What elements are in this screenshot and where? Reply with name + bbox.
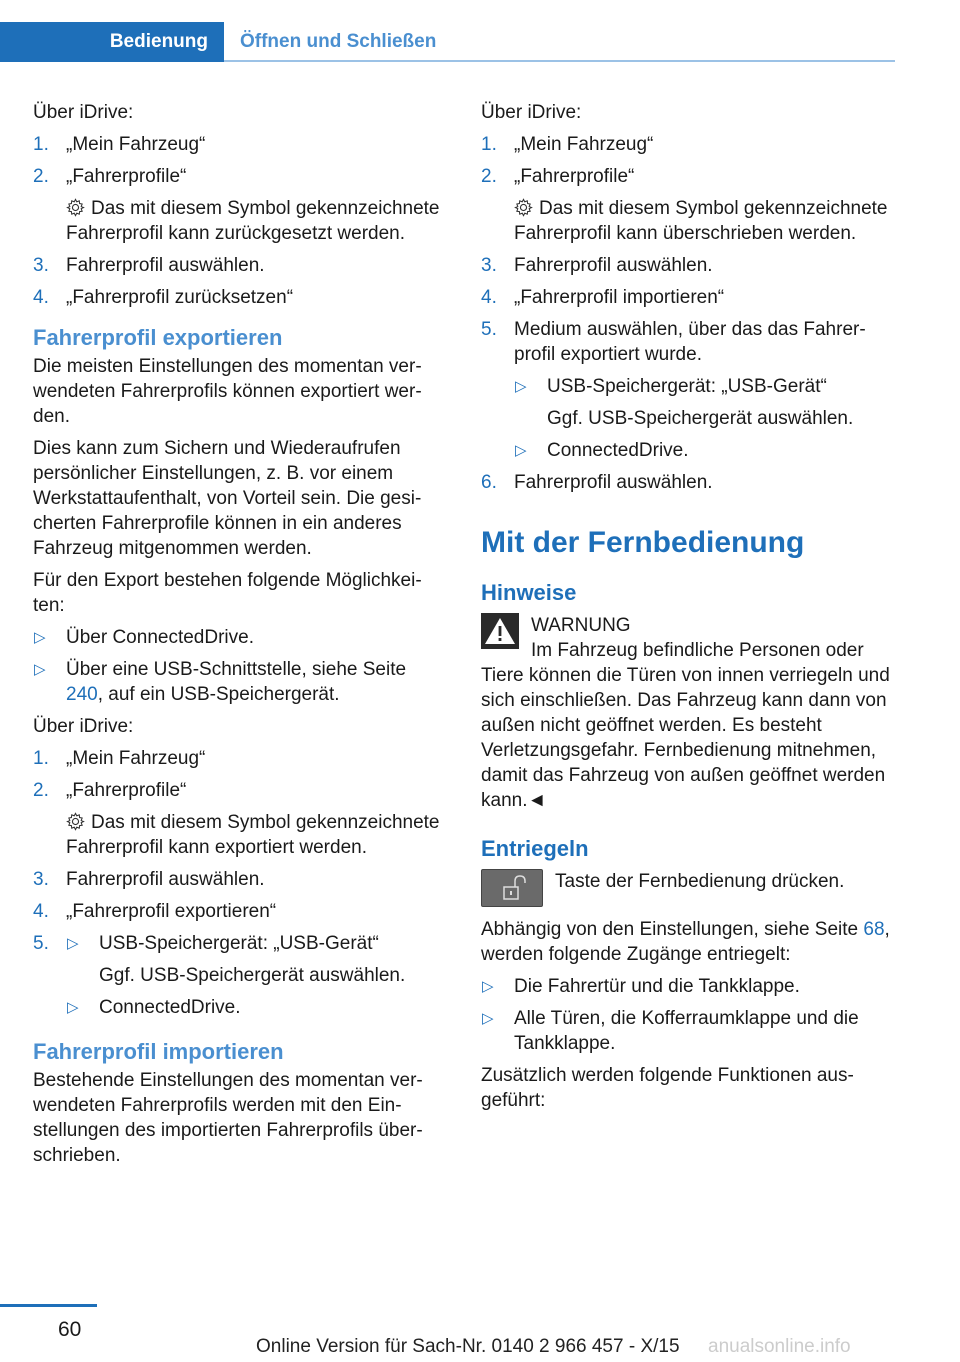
paragraph: Die meisten Einstellungen des momentan verwendeten Fahrerprofils können exportiert werden. xyxy=(33,356,422,427)
export-note: Das mit diesem Symbol gekennzeichnete Fahrerprofil kann exportiert werden. xyxy=(66,812,440,858)
export-intro: Über iDrive: xyxy=(33,716,134,737)
watermark: anualsonline.info xyxy=(708,1336,851,1357)
list-item: 6. Fahrerprofil auswählen. xyxy=(481,472,713,493)
list-item: ▷ Alle Türen, die Kofferraumklappe und die Tankklappe. xyxy=(482,1008,859,1054)
warning-label: WARNUNG xyxy=(531,615,631,636)
list-item: 4. „Fahrerprofil importieren“ xyxy=(481,287,725,308)
list-item: ▷ ConnectedDrive. xyxy=(67,997,241,1018)
paragraph: Zusätzlich werden folgende Funktionen ausgeführt: xyxy=(481,1065,854,1111)
reset-intro: Über iDrive: xyxy=(33,102,134,123)
page-link-68[interactable]: 68 xyxy=(863,919,885,940)
paragraph: Bestehende Einstellungen des momentan verwendeten Fahrerprofils werden mit den Einstellungen des importierten Fahrerprofils überschrieben. xyxy=(33,1070,423,1166)
list-item: 3. Fahrerprofil auswählen. xyxy=(481,255,713,276)
paragraph: Dies kann zum Sichern und Wiederaufrufen persönlicher Einstellungen, z. B. vor einem Werkstattaufenthalt, von Vorteil sein. Die gesicherten Fahrerprofile können in ein anderes Fahrzeug mitgenommen werden. xyxy=(33,438,422,559)
header-tabs xyxy=(0,22,895,62)
list-item: ▷ Die Fahrertür und die Tankklappe. xyxy=(482,976,800,997)
list-item: 1. „Mein Fahrzeug“ xyxy=(33,748,206,769)
notes-heading: Hinweise xyxy=(481,580,577,605)
page-link-240[interactable]: 240 xyxy=(66,684,98,705)
tab-divider xyxy=(224,60,895,62)
list-item: ▷ Über ConnectedDrive. xyxy=(34,627,254,648)
import-intro: Über iDrive: xyxy=(481,102,582,123)
unlock-block xyxy=(481,869,893,913)
page-number: 60 xyxy=(58,1318,82,1341)
list-item: 5. Medium auswählen, über das das Fahrerprofil exportiert wurde. ▷ USB-Speichergerät: „USB-Gerät“ Ggf. USB-Speichergerät auswählen. ▷ ConnectedDrive. xyxy=(481,317,893,463)
warning-block xyxy=(481,613,893,813)
list-item: 4. „Fahrerprofil zurücksetzen“ xyxy=(33,287,294,308)
tab-bedienung[interactable]: Bedienung xyxy=(0,22,224,62)
unlock-key-icon xyxy=(481,869,543,907)
list-item: 1. „Mein Fahrzeug“ xyxy=(481,134,654,155)
reset-note: Das mit diesem Symbol gekennzeichnete Fahrerprofil kann zurückgesetzt werden. xyxy=(66,198,440,244)
gear-icon xyxy=(66,198,85,217)
gear-icon xyxy=(514,198,533,217)
sub-list xyxy=(514,374,893,463)
export-heading: Fahrerprofil exportieren xyxy=(33,325,283,350)
tab-oeffnen-schliessen[interactable]: Öffnen und Schließen xyxy=(240,31,437,52)
warning-text: Im Fahrzeug befindliche Personen oder Tiere können die Türen von innen verriegeln und sich einschließen. Das Fahrzeug kann dann von außen nicht geöffnet werden. Es besteht Verletzungsgefahr. Fernbedienung mitnehmen, damit das Fahrzeug von außen geöffnet werden kann.◄ xyxy=(481,640,890,811)
list-item: ▷ USB-Speichergerät: „USB-Gerät“ Ggf. USB-Speichergerät auswählen. xyxy=(514,374,893,431)
unlock-text: Taste der Fernbedienung drücken. xyxy=(555,871,845,892)
right-column xyxy=(481,100,893,1120)
gear-icon xyxy=(66,812,85,831)
list-item: ▷ USB-Speichergerät: „USB-Gerät“ Ggf. USB-Speichergerät auswählen. xyxy=(66,931,445,988)
list-item: 1. „Mein Fahrzeug“ xyxy=(33,134,206,155)
paragraph: Abhängig von den Einstellungen, siehe Seite 68, werden folgende Zugänge entriegelt: xyxy=(481,919,890,965)
left-column xyxy=(33,100,445,1175)
list-item: 2. „Fahrerprofile“ Das mit diesem Symbol gekennzeichnete Fahrerprofil kann überschrieben werden. xyxy=(481,164,893,246)
list-item: 3. Fahrerprofil auswählen. xyxy=(33,869,265,890)
list-item: 5. ▷ USB-Speichergerät: „USB-Gerät“ Ggf. USB-Speichergerät auswählen. ▷ ConnectedDrive. xyxy=(33,931,445,1020)
usb-sub-note: Ggf. USB-Speichergerät auswählen. xyxy=(99,965,406,986)
list-item: ▷ Über eine USB-Schnittstelle, siehe Seite 240, auf ein USB-Speichergerät. xyxy=(34,659,407,705)
footer-rule xyxy=(0,1304,97,1307)
usb-sub-note: Ggf. USB-Speichergerät auswählen. xyxy=(547,408,854,429)
list-item: 3. Fahrerprofil auswählen. xyxy=(33,255,265,276)
online-version-text: Online Version für Sach-Nr. 0140 2 966 457 - X/15 xyxy=(256,1336,680,1357)
list-item: 4. „Fahrerprofil exportieren“ xyxy=(33,901,277,922)
import-heading: Fahrerprofil importieren xyxy=(33,1039,284,1064)
import-note: Das mit diesem Symbol gekennzeichnete Fahrerprofil kann überschrieben werden. xyxy=(514,198,888,244)
list-item: 2. „Fahrerprofile“ Das mit diesem Symbol gekennzeichnete Fahrerprofil kann zurückgesetzt werden. xyxy=(33,164,445,246)
paragraph: Für den Export bestehen folgende Möglichkeiten: xyxy=(33,570,422,616)
list-item: ▷ ConnectedDrive. xyxy=(515,440,689,461)
unlock-heading: Entriegeln xyxy=(481,836,589,861)
warning-icon xyxy=(481,613,519,649)
list-item: 2. „Fahrerprofile“ Das mit diesem Symbol gekennzeichnete Fahrerprofil kann exportiert werden. xyxy=(33,778,445,860)
remote-heading: Mit der Fernbedienung xyxy=(481,526,805,559)
